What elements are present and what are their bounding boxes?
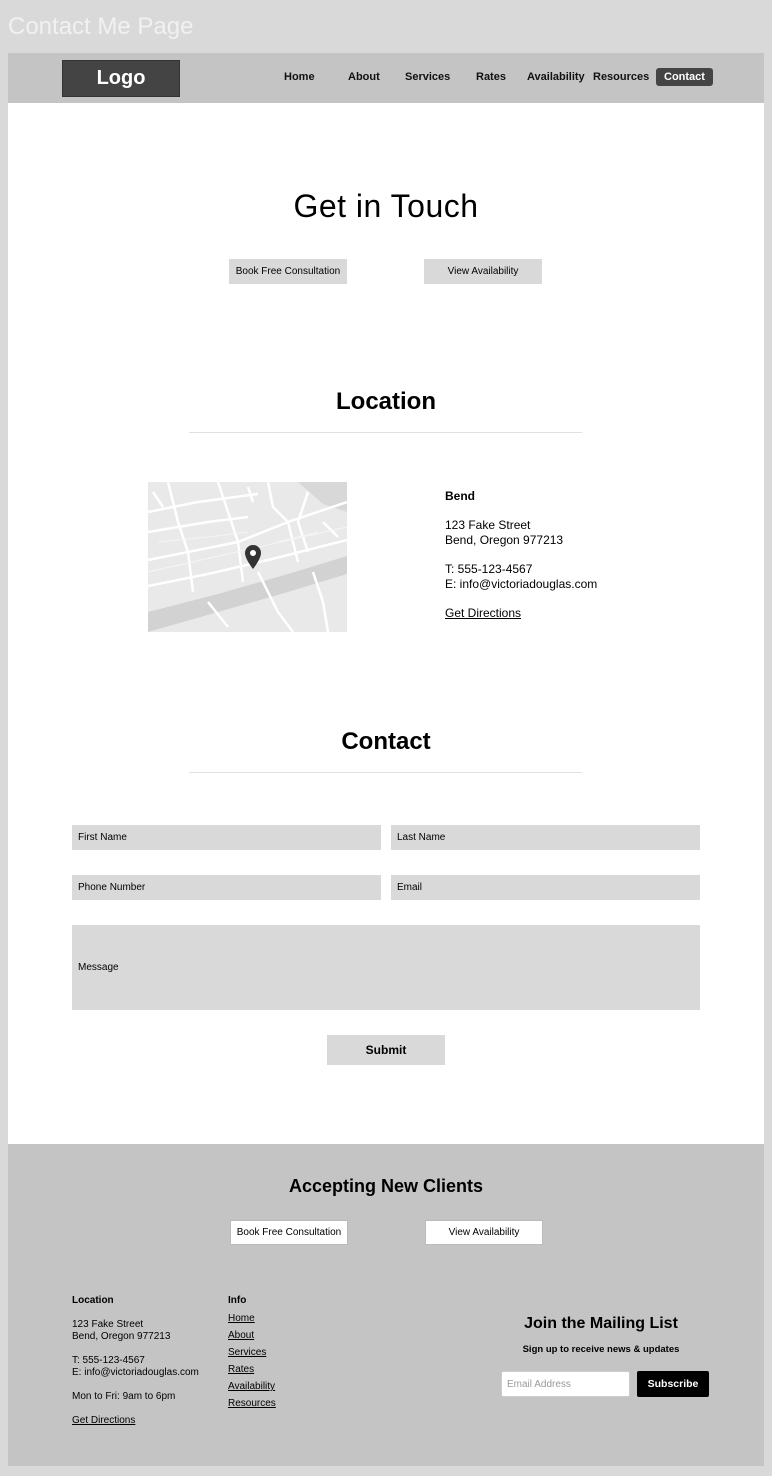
location-address-line2: Bend, Oregon 977213 (445, 533, 564, 547)
location-phone: T: 555-123-4567 (445, 562, 533, 576)
nav-rates[interactable]: Rates (476, 71, 506, 83)
location-city: Bend (445, 489, 475, 503)
footer-link-availability[interactable]: Availability (228, 1381, 276, 1392)
first-name-field[interactable]: First Name (72, 825, 381, 850)
footer-view-availability-button[interactable]: View Availability (425, 1220, 543, 1245)
footer-email: E: info@victoriadouglas.com (72, 1367, 199, 1378)
contact-title: Contact (341, 728, 431, 755)
footer-location (72, 1295, 199, 1432)
submit-button[interactable]: Submit (327, 1035, 445, 1065)
mailing-list-subtitle: Sign up to receive news & updates (522, 1344, 680, 1355)
mailing-list-title: Join the Mailing List (524, 1315, 678, 1332)
footer-book-consultation-button[interactable]: Book Free Consultation (230, 1220, 348, 1245)
footer-link-services[interactable]: Services (228, 1347, 267, 1358)
footer-link-about[interactable]: About (228, 1330, 255, 1341)
logo[interactable]: Logo (62, 60, 180, 97)
nav-availability[interactable]: Availability (527, 71, 585, 83)
footer-link-resources[interactable]: Resources (228, 1398, 276, 1409)
footer-location-heading: Location (72, 1295, 114, 1306)
location-email: E: info@victoriadouglas.com (445, 577, 598, 591)
page-label: Contact Me Page (8, 13, 194, 40)
map-pin-icon (245, 545, 261, 569)
footer-hours: Mon to Fri: 9am to 6pm (72, 1391, 176, 1402)
site-header (8, 53, 764, 103)
location-map[interactable] (148, 482, 347, 632)
page-frame (8, 53, 764, 1466)
hero-title: Get in Touch (293, 188, 479, 224)
footer-phone: T: 555-123-4567 (72, 1355, 145, 1366)
mailing-email-input[interactable]: Email Address (501, 1371, 630, 1397)
nav-resources[interactable]: Resources (593, 71, 650, 83)
footer-info-heading: Info (228, 1295, 247, 1306)
nav-about[interactable]: About (348, 71, 380, 83)
subscribe-button[interactable]: Subscribe (637, 1371, 709, 1397)
nav-services[interactable]: Services (405, 71, 451, 83)
location-title: Location (336, 388, 436, 415)
view-availability-button[interactable]: View Availability (424, 259, 542, 284)
footer-address-line2: Bend, Oregon 977213 (72, 1331, 171, 1342)
email-field[interactable]: Email (391, 875, 700, 900)
phone-field[interactable]: Phone Number (72, 875, 381, 900)
location-divider (189, 432, 582, 433)
last-name-field[interactable]: Last Name (391, 825, 700, 850)
contact-divider (189, 772, 582, 773)
message-field[interactable]: Message (72, 925, 700, 1010)
nav-home[interactable]: Home (284, 71, 315, 83)
footer-link-home[interactable]: Home (228, 1313, 255, 1324)
site-footer (8, 1144, 764, 1466)
footer-address-line1: 123 Fake Street (72, 1319, 144, 1330)
footer-info (228, 1295, 276, 1415)
main-nav (8, 53, 764, 103)
nav-contact[interactable]: Contact (656, 68, 713, 86)
footer-link-rates[interactable]: Rates (228, 1364, 255, 1375)
get-directions-link[interactable]: Get Directions (445, 606, 522, 620)
location-info (445, 489, 597, 621)
location-address-line1: 123 Fake Street (445, 518, 531, 532)
footer-title: Accepting New Clients (288, 1176, 484, 1196)
book-consultation-button[interactable]: Book Free Consultation (229, 259, 347, 284)
footer-get-directions-link[interactable]: Get Directions (72, 1415, 136, 1426)
